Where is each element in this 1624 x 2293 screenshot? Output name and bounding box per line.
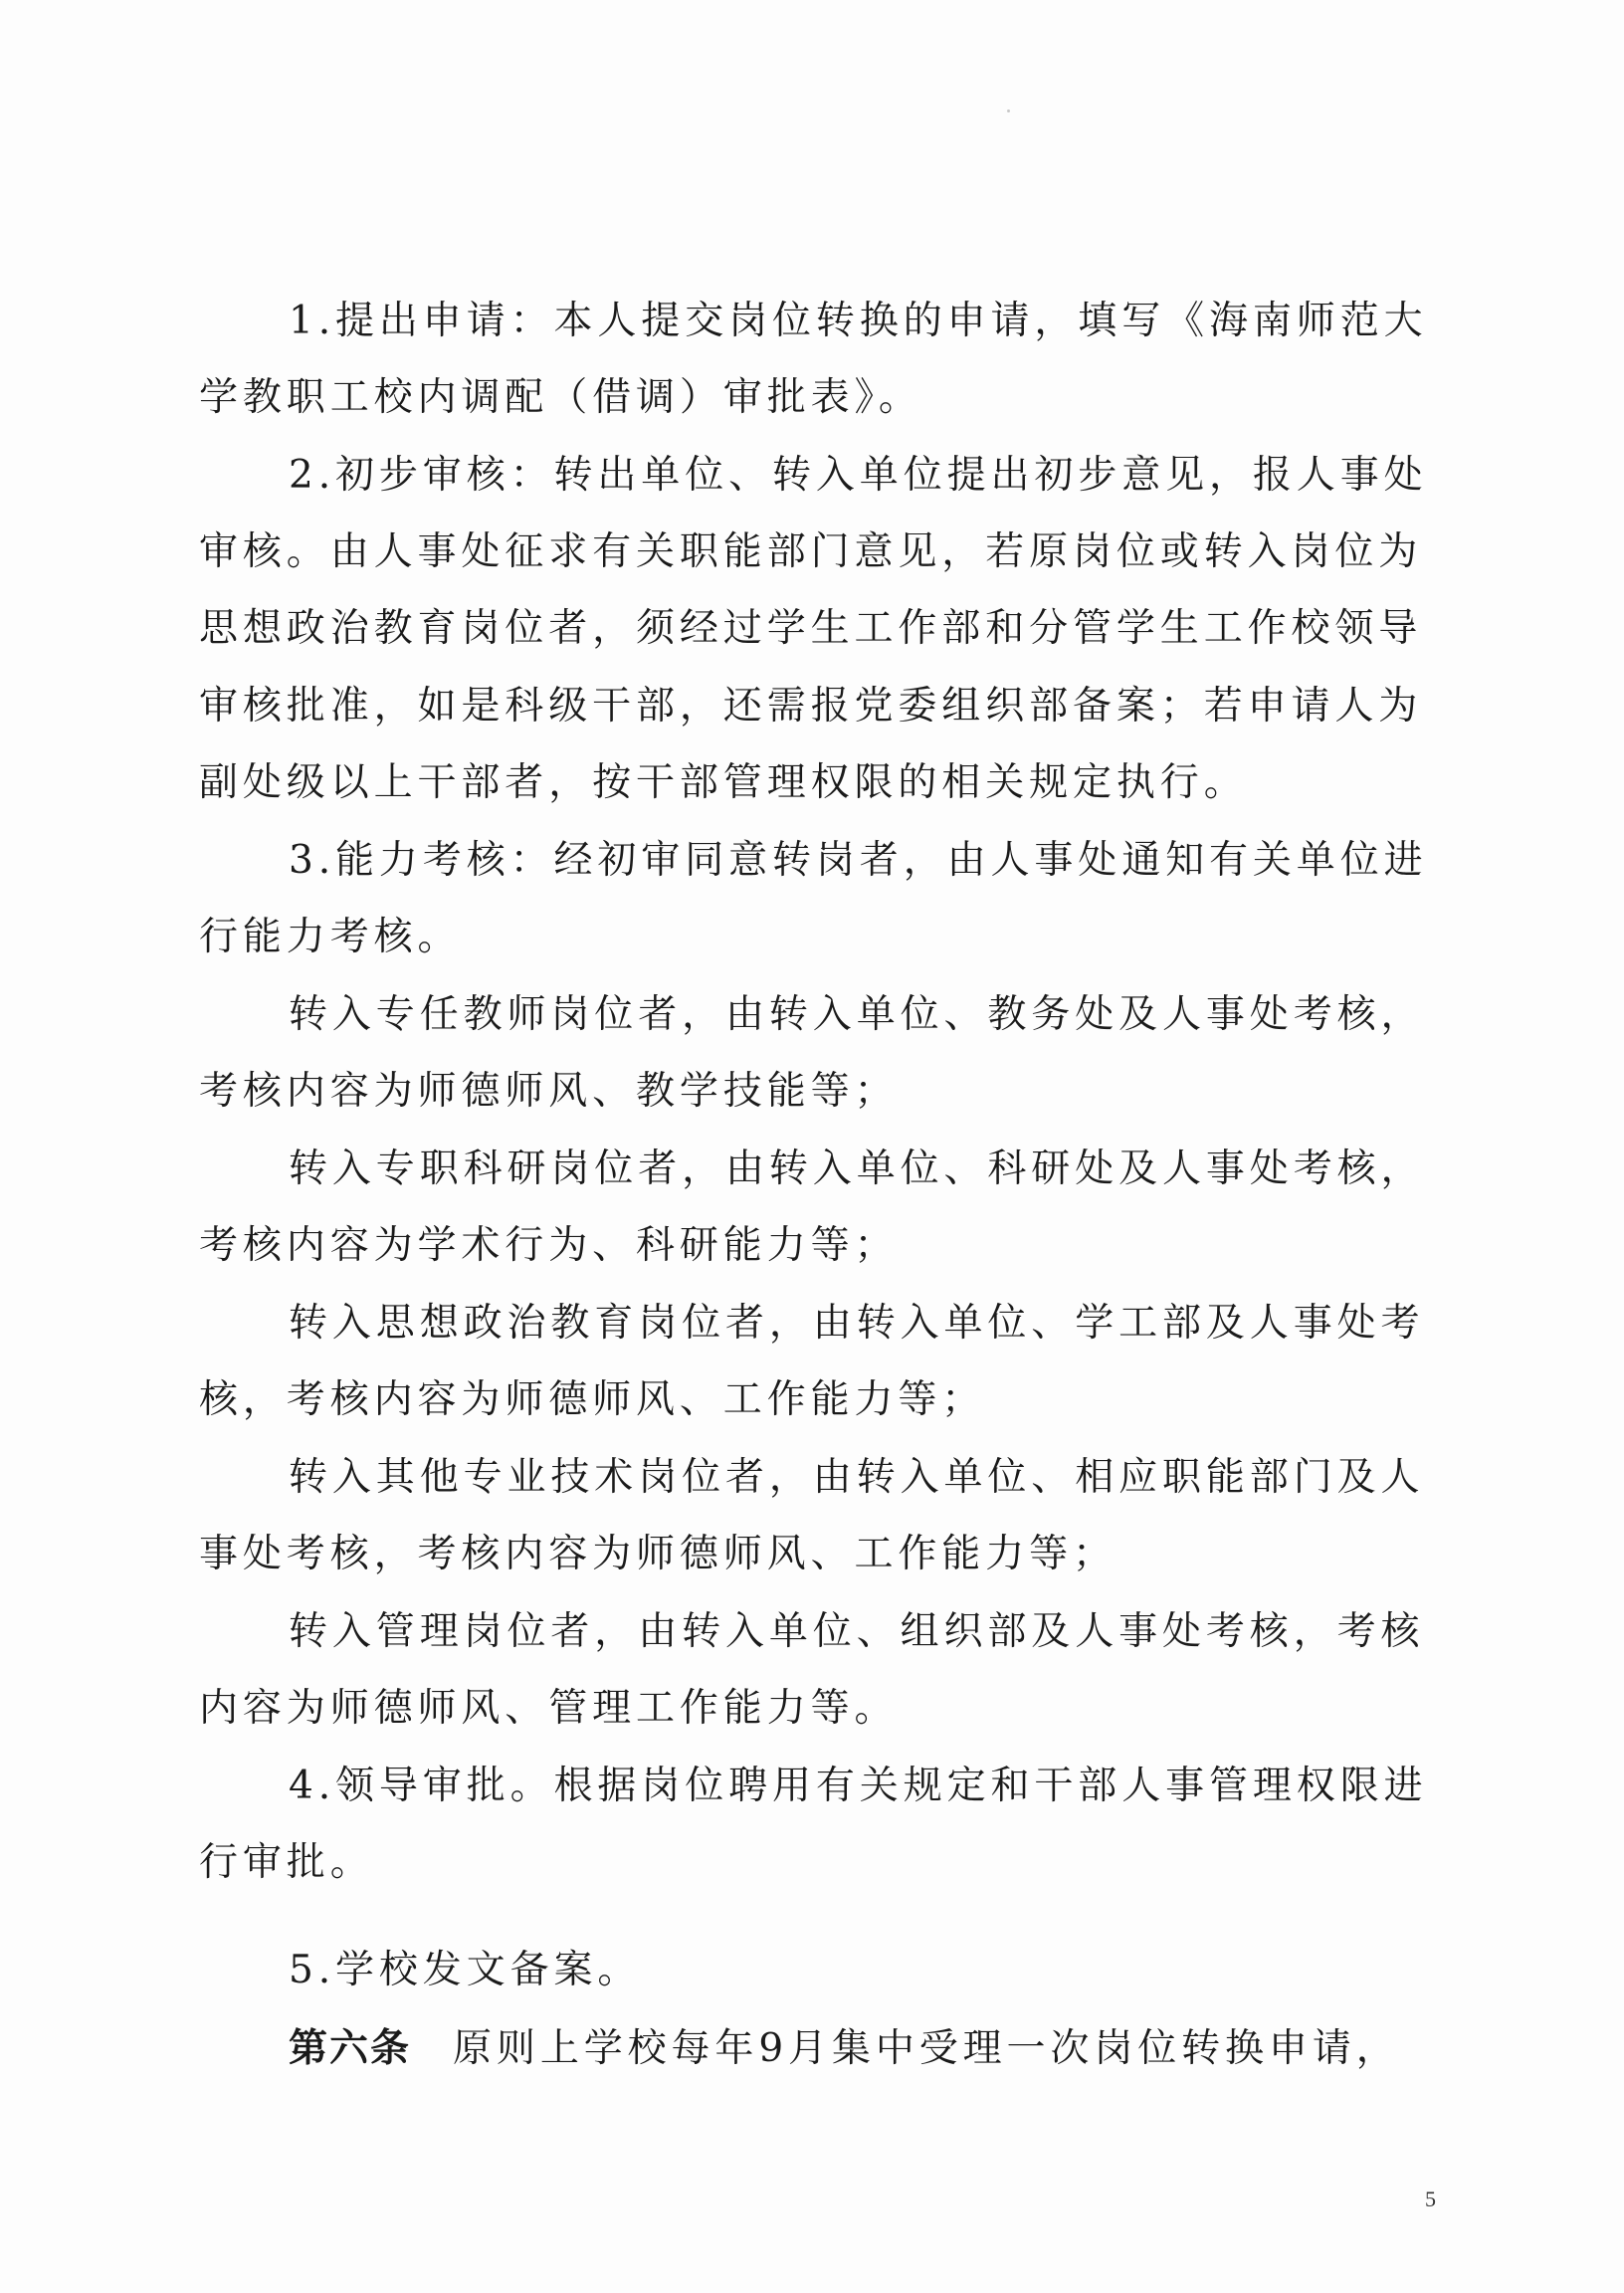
page-number: 5 [1425,2187,1436,2211]
scan-speck [1007,109,1010,112]
para-2-line-1: 2.初步审核：转出单位、转入单位提出初步意见，报人事处 [289,453,1428,498]
para-2-line-4: 审核批准，如是科级干部，还需报党委组织部备案；若申请人为 [199,684,1423,729]
para-6-line-1: 转入思想政治教育岗位者，由转入单位、学工部及人事处考 [289,1301,1425,1346]
para-2-line-2: 审核。由人事处征求有关职能部门意见，若原岗位或转入岗位为 [199,529,1423,574]
para-7-line-2: 事处考核，考核内容为师德师风、工作能力等； [199,1532,1116,1576]
para-1-line-2: 学教职工校内调配（借调）审批表》。 [199,375,922,420]
para-2-line-3: 思想政治教育岗位者，须经过学生工作部和分管学生工作校领导 [199,606,1423,651]
para-8-line-2: 内容为师德师风、管理工作能力等。 [199,1686,899,1731]
article-text: 原则上学校每年9月集中受理一次岗位转换申请， [453,2026,1400,2071]
para-5-line-1: 转入专职科研岗位者，由转入单位、科研处及人事处考核， [289,1146,1425,1191]
para-7-line-1: 转入其他专业技术岗位者，由转入单位、相应职能部门及人 [289,1455,1425,1500]
para-9-line-1: 4.领导审批。根据岗位聘用有关规定和干部人事管理权限进 [289,1764,1428,1808]
para-10-line-1: 5.学校发文备案。 [289,1948,642,1992]
para-1-line-1: 1.提出申请：本人提交岗位转换的申请，填写《海南师范大 [289,299,1428,343]
para-8-line-1: 转入管理岗位者，由转入单位、组织部及人事处考核，考核 [289,1609,1425,1654]
article-6-line [289,2021,1400,2076]
para-6-line-2: 核，考核内容为师德师风、工作能力等； [199,1377,986,1422]
para-3-line-1: 3.能力考核：经初审同意转岗者，由人事处通知有关单位进 [289,838,1428,883]
para-9-line-2: 行审批。 [199,1840,374,1885]
para-4-line-1: 转入专任教师岗位者，由转入单位、教务处及人事处考核， [289,992,1425,1037]
para-5-line-2: 考核内容为学术行为、科研能力等； [199,1223,899,1268]
para-4-line-2: 考核内容为师德师风、教学技能等； [199,1069,899,1114]
para-2-line-5: 副处级以上干部者，按干部管理权限的相关规定执行。 [199,760,1248,805]
article-label: 第六条 [289,2025,412,2071]
para-3-line-2: 行能力考核。 [199,915,462,959]
